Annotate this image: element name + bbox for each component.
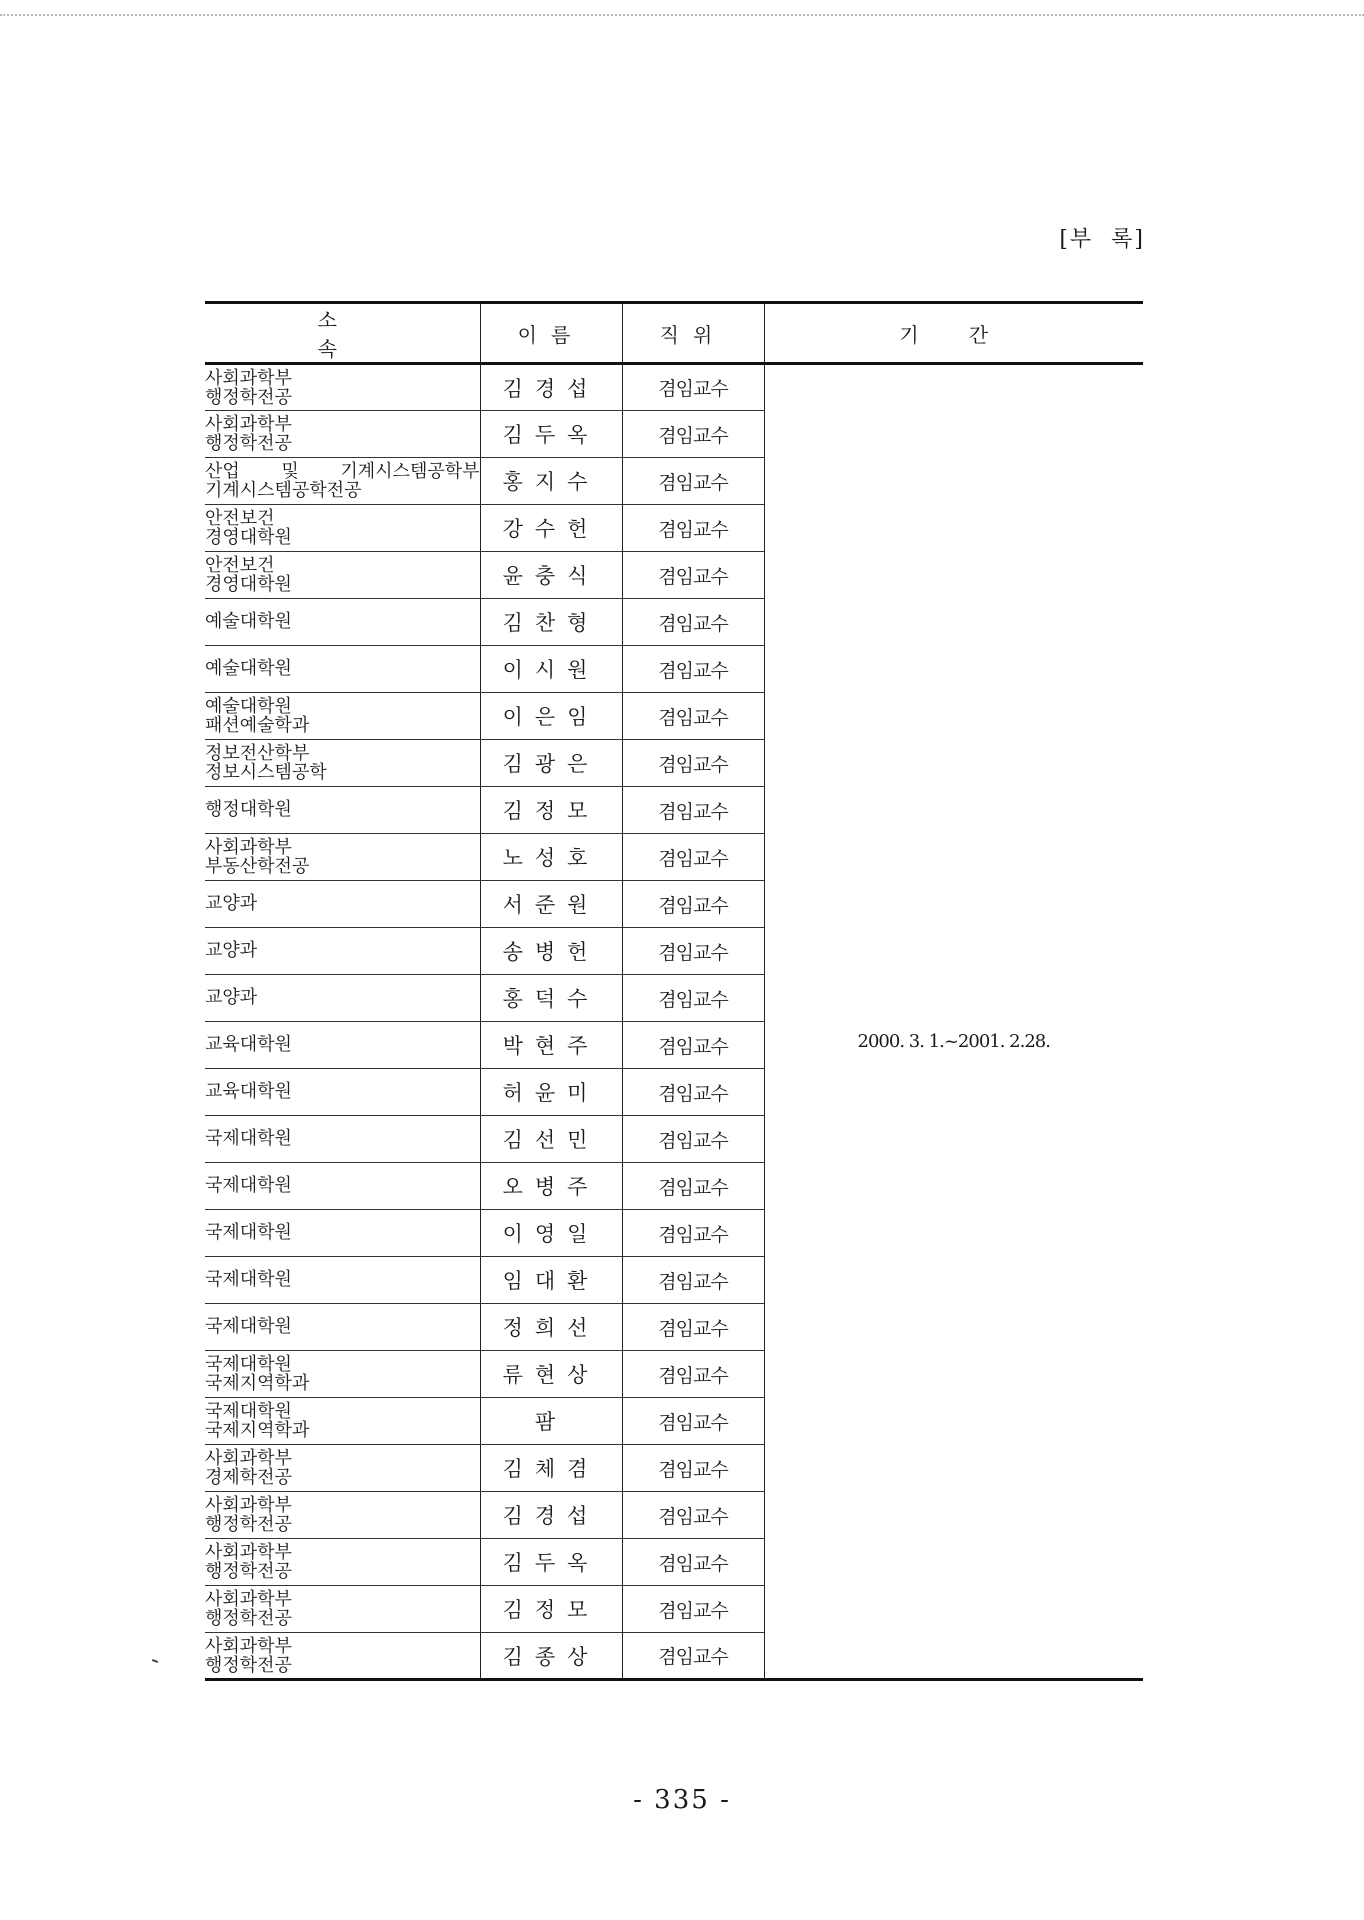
affiliation-line: 사회과학부	[205, 1448, 292, 1469]
affiliation-cell	[205, 1210, 480, 1257]
affiliation-line: 사회과학부	[205, 367, 292, 389]
name-cell: 서준원	[480, 881, 622, 928]
affiliation-cell	[205, 834, 480, 881]
position-cell: 겸임교수	[622, 646, 764, 693]
name-cell: 강수헌	[480, 505, 622, 552]
position-cell: 겸임교수	[622, 975, 764, 1022]
affiliation-cell	[205, 1492, 480, 1539]
name-cell: 홍덕수	[480, 975, 622, 1022]
position-cell: 겸임교수	[622, 740, 764, 787]
position-cell: 겸임교수	[622, 1633, 764, 1680]
affiliation-cell	[205, 1633, 480, 1680]
name-cell: 윤충식	[480, 552, 622, 599]
affiliation-line: 국제대학원	[205, 1128, 292, 1149]
name-cell: 송병헌	[480, 928, 622, 975]
affiliation-cell	[205, 975, 480, 1022]
name-cell: 노성호	[480, 834, 622, 881]
name-cell: 이영일	[480, 1210, 622, 1257]
affiliation-line: 국제대학원	[205, 1175, 292, 1196]
position-cell: 겸임교수	[622, 599, 764, 646]
affiliation-line: 행정학전공	[205, 433, 292, 454]
affiliation-line: 사회과학부	[205, 1495, 292, 1516]
affiliation-line: 교양과	[205, 940, 258, 961]
affiliation-cell	[205, 1586, 480, 1633]
position-cell: 겸임교수	[622, 1069, 764, 1116]
affiliation-line: 기계시스템공학전공	[205, 480, 362, 501]
affiliation-line: 교육대학원	[205, 1034, 292, 1055]
affiliation-line: 행정대학원	[205, 799, 292, 820]
affiliation-cell	[205, 1351, 480, 1398]
affiliation-cell	[205, 552, 480, 599]
name-cell: 팜	[480, 1398, 622, 1445]
affiliation-line: 국제대학원	[205, 1401, 292, 1422]
affiliation-cell	[205, 1539, 480, 1586]
affiliation-cell	[205, 1398, 480, 1445]
name-cell: 임대환	[480, 1257, 622, 1304]
affiliation-line: 안전보건	[205, 555, 275, 576]
position-cell: 겸임교수	[622, 834, 764, 881]
affiliation-line: 부동산학전공	[205, 856, 310, 877]
position-cell: 겸임교수	[622, 1257, 764, 1304]
table-body	[205, 364, 1143, 1680]
affiliation-cell	[205, 881, 480, 928]
faculty-table	[205, 301, 1143, 1681]
position-cell: 겸임교수	[622, 928, 764, 975]
affiliation-line: 경제학전공	[205, 1467, 292, 1488]
period-cell	[764, 364, 1143, 1680]
name-cell: 류현상	[480, 1351, 622, 1398]
position-cell: 겸임교수	[622, 552, 764, 599]
affiliation-cell	[205, 740, 480, 787]
name-cell: 박현주	[480, 1022, 622, 1069]
position-cell: 겸임교수	[622, 411, 764, 458]
position-cell: 겸임교수	[622, 1304, 764, 1351]
affiliation-line: 사회과학부	[205, 414, 292, 435]
position-cell: 겸임교수	[622, 1492, 764, 1539]
affiliation-line: 예술대학원	[205, 658, 292, 679]
scan-edge-line	[0, 14, 1364, 16]
table-row	[205, 364, 1143, 411]
affiliation-cell	[205, 1022, 480, 1069]
affiliation-line: 행정학전공	[205, 1654, 292, 1676]
name-cell: 김광은	[480, 740, 622, 787]
affiliation-line: 안전보건	[205, 508, 275, 529]
appendix-tag: [부 록]	[1059, 227, 1145, 252]
header-position: 직위	[622, 303, 764, 364]
affiliation-cell	[205, 787, 480, 834]
affiliation-line: 행정학전공	[205, 1608, 292, 1629]
affiliation-line: 산업 및 기계시스템공학부	[205, 461, 480, 482]
position-cell: 겸임교수	[622, 1586, 764, 1633]
affiliation-line: 예술대학원	[205, 696, 292, 717]
position-cell: 겸임교수	[622, 1116, 764, 1163]
affiliation-line: 국제대학원	[205, 1269, 292, 1290]
affiliation-cell	[205, 1163, 480, 1210]
name-cell: 정희선	[480, 1304, 622, 1351]
position-cell: 겸임교수	[622, 787, 764, 834]
affiliation-line: 국제대학원	[205, 1354, 292, 1375]
name-cell: 김체겸	[480, 1445, 622, 1492]
affiliation-cell	[205, 928, 480, 975]
header-name: 이름	[480, 303, 622, 364]
position-cell: 겸임교수	[622, 1351, 764, 1398]
affiliation-cell	[205, 458, 480, 505]
affiliation-line: 경영대학원	[205, 574, 292, 595]
affiliation-line: 국제대학원	[205, 1222, 292, 1243]
affiliation-line: 정보시스템공학	[205, 762, 327, 783]
affiliation-cell	[205, 1304, 480, 1351]
position-cell: 겸임교수	[622, 881, 764, 928]
header-affiliation: 소속	[205, 303, 480, 364]
table-header-row	[205, 303, 1143, 364]
affiliation-line: 행정학전공	[205, 1561, 292, 1582]
position-cell: 겸임교수	[622, 1445, 764, 1492]
header-period: 기간	[764, 303, 1143, 364]
affiliation-cell	[205, 411, 480, 458]
affiliation-line: 교육대학원	[205, 1081, 292, 1102]
position-cell: 겸임교수	[622, 1398, 764, 1445]
affiliation-line: 사회과학부	[205, 1635, 292, 1657]
name-cell: 오병주	[480, 1163, 622, 1210]
name-cell: 김경섭	[480, 364, 622, 411]
name-cell: 허윤미	[480, 1069, 622, 1116]
affiliation-cell	[205, 599, 480, 646]
affiliation-line: 행정학전공	[205, 1514, 292, 1535]
name-cell: 김경섭	[480, 1492, 622, 1539]
name-cell: 홍지수	[480, 458, 622, 505]
name-cell: 김선민	[480, 1116, 622, 1163]
name-cell: 김종상	[480, 1633, 622, 1680]
position-cell: 겸임교수	[622, 1210, 764, 1257]
name-cell: 김두옥	[480, 1539, 622, 1586]
affiliation-line: 사회과학부	[205, 1589, 292, 1610]
period-value: 2000. 3. 1.~2001. 2.28.	[857, 1031, 1050, 1052]
name-cell: 김정모	[480, 787, 622, 834]
affiliation-line: 교양과	[205, 987, 258, 1008]
name-cell: 김찬형	[480, 599, 622, 646]
affiliation-cell	[205, 505, 480, 552]
affiliation-line: 교양과	[205, 893, 258, 914]
stray-mark	[152, 1659, 158, 1663]
affiliation-line: 사회과학부	[205, 1542, 292, 1563]
affiliation-cell	[205, 1069, 480, 1116]
name-cell: 김두옥	[480, 411, 622, 458]
affiliation-line: 경영대학원	[205, 527, 292, 548]
affiliation-line: 국제대학원	[205, 1316, 292, 1337]
position-cell: 겸임교수	[622, 458, 764, 505]
affiliation-cell	[205, 693, 480, 740]
name-cell: 이은임	[480, 693, 622, 740]
affiliation-line: 행정학전공	[205, 386, 292, 408]
position-cell: 겸임교수	[622, 693, 764, 740]
affiliation-line: 국제지역학과	[205, 1420, 310, 1441]
position-cell: 겸임교수	[622, 1022, 764, 1069]
affiliation-line: 사회과학부	[205, 837, 292, 858]
name-cell: 김정모	[480, 1586, 622, 1633]
affiliation-cell	[205, 1116, 480, 1163]
affiliation-cell	[205, 646, 480, 693]
position-cell: 겸임교수	[622, 1539, 764, 1586]
affiliation-cell	[205, 1257, 480, 1304]
name-cell: 이시원	[480, 646, 622, 693]
position-cell: 겸임교수	[622, 505, 764, 552]
affiliation-cell	[205, 1445, 480, 1492]
affiliation-line: 예술대학원	[205, 611, 292, 632]
affiliation-line: 국제지역학과	[205, 1373, 310, 1394]
affiliation-line: 정보전산학부	[205, 743, 310, 764]
position-cell: 겸임교수	[622, 1163, 764, 1210]
affiliation-line: 패션예술학과	[205, 715, 310, 736]
position-cell: 겸임교수	[622, 364, 764, 411]
page-number: - 335 -	[633, 1785, 731, 1815]
affiliation-cell	[205, 364, 480, 411]
